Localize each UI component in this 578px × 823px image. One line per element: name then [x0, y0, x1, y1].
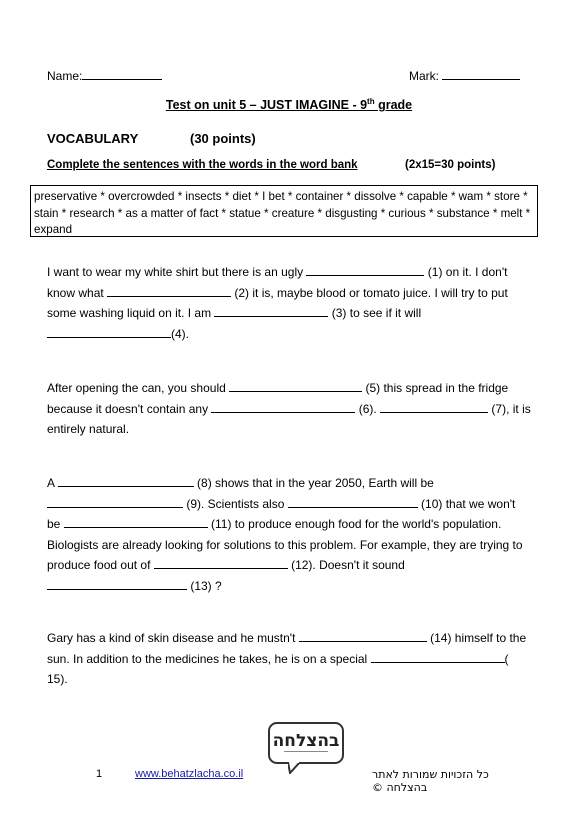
mark-label: Mark:	[409, 69, 439, 83]
paragraph-2	[47, 378, 532, 440]
blank-8[interactable]	[58, 473, 194, 487]
p3-text-2: (8) shows that in the year 2050, Earth will be	[193, 476, 434, 490]
p3-text-7: (13) ?	[187, 578, 222, 593]
logo-text: בהצלחה	[272, 731, 340, 751]
name-line	[47, 66, 162, 83]
blank-1[interactable]	[306, 262, 424, 276]
blank-2[interactable]	[107, 283, 231, 297]
test-title	[0, 97, 578, 112]
section-title: VOCABULARY	[47, 131, 139, 146]
blank-10[interactable]	[288, 494, 418, 508]
blank-9[interactable]	[47, 494, 183, 508]
title-suffix: grade	[374, 98, 413, 113]
p3-text-3: (9). Scientists also	[183, 496, 288, 511]
p1-text-2: (1) on it. I don't know what	[47, 265, 508, 300]
instruction-text: Complete the sentences with the words in the word bank	[47, 159, 358, 171]
section-heading	[47, 131, 138, 146]
behatzlacha-logo	[268, 722, 344, 764]
copyright-text: כל הזכויות שמורות לאתר בהצלחה ©	[372, 768, 489, 794]
logo-speech-tail-icon	[288, 762, 302, 774]
p2-text-3: (6).	[355, 401, 381, 416]
blank-4[interactable]	[47, 324, 171, 338]
p1-text-5: (4).	[171, 326, 189, 341]
blank-15[interactable]	[371, 649, 505, 663]
p3-text-4: (10) that we won't be	[47, 496, 516, 531]
word-bank: preservative * overcrowded * insects * diet * I bet * container * dissolve * capable * wam * store * stain * research * as a matter of fact * statue * creature * disgusting * curious * substance * melt * expand	[30, 185, 538, 237]
blank-13[interactable]	[47, 576, 187, 590]
blank-5[interactable]	[229, 378, 362, 392]
mark-field[interactable]	[442, 66, 520, 80]
p4-text-2: (14) himself to the sun. In addition to the medicines he takes, he is on a special	[47, 631, 527, 666]
blank-7[interactable]	[380, 399, 488, 413]
p1-text-4: (3) to see if it will	[328, 306, 422, 320]
p3-text-5: (11) to produce enough food for the world's population. Biologists are already looking for solutions to this problem. For example, they are trying to produce food out of	[47, 517, 523, 572]
paragraph-1	[47, 262, 532, 344]
blank-11[interactable]	[64, 514, 208, 528]
p2-text-4: (7), it is entirely natural.	[47, 401, 531, 436]
name-field[interactable]	[82, 66, 162, 80]
p1-text-3: (2) it is, maybe blood or tomato juice. I will try to put some washing liquid on it. I am	[47, 285, 508, 320]
section-points: (30 points)	[190, 131, 256, 146]
paragraph-4	[47, 628, 532, 690]
p2-text-2: (5) this spread in the fridge because it doesn't contain any	[47, 381, 509, 416]
name-label: Name:	[47, 69, 83, 83]
website-link[interactable]: www.behatzlacha.co.il	[135, 768, 244, 780]
mark-line	[409, 66, 520, 83]
blank-12[interactable]	[154, 555, 288, 569]
page-number: 1	[96, 768, 103, 780]
p3-text-1: A	[47, 476, 58, 490]
title-text: Test on unit 5 – JUST IMAGINE - 9	[165, 98, 368, 113]
blank-3[interactable]	[214, 303, 328, 317]
instruction-points: (2x15=30 points)	[405, 159, 496, 171]
p4-text-1: Gary has a kind of skin disease and he mustn't	[47, 631, 299, 645]
p3-text-6: (12). Doesn't it sound	[287, 558, 405, 572]
blank-14[interactable]	[299, 628, 427, 642]
logo-underline	[270, 751, 342, 752]
p2-text-1: After opening the can, you should	[47, 381, 230, 395]
title-superscript: th	[367, 97, 375, 106]
paragraph-3	[47, 473, 532, 596]
p1-text-1: I want to wear my white shirt but there is an ugly	[47, 265, 307, 279]
blank-6[interactable]	[211, 399, 355, 413]
p4-text-3: ( 15).	[47, 651, 509, 686]
